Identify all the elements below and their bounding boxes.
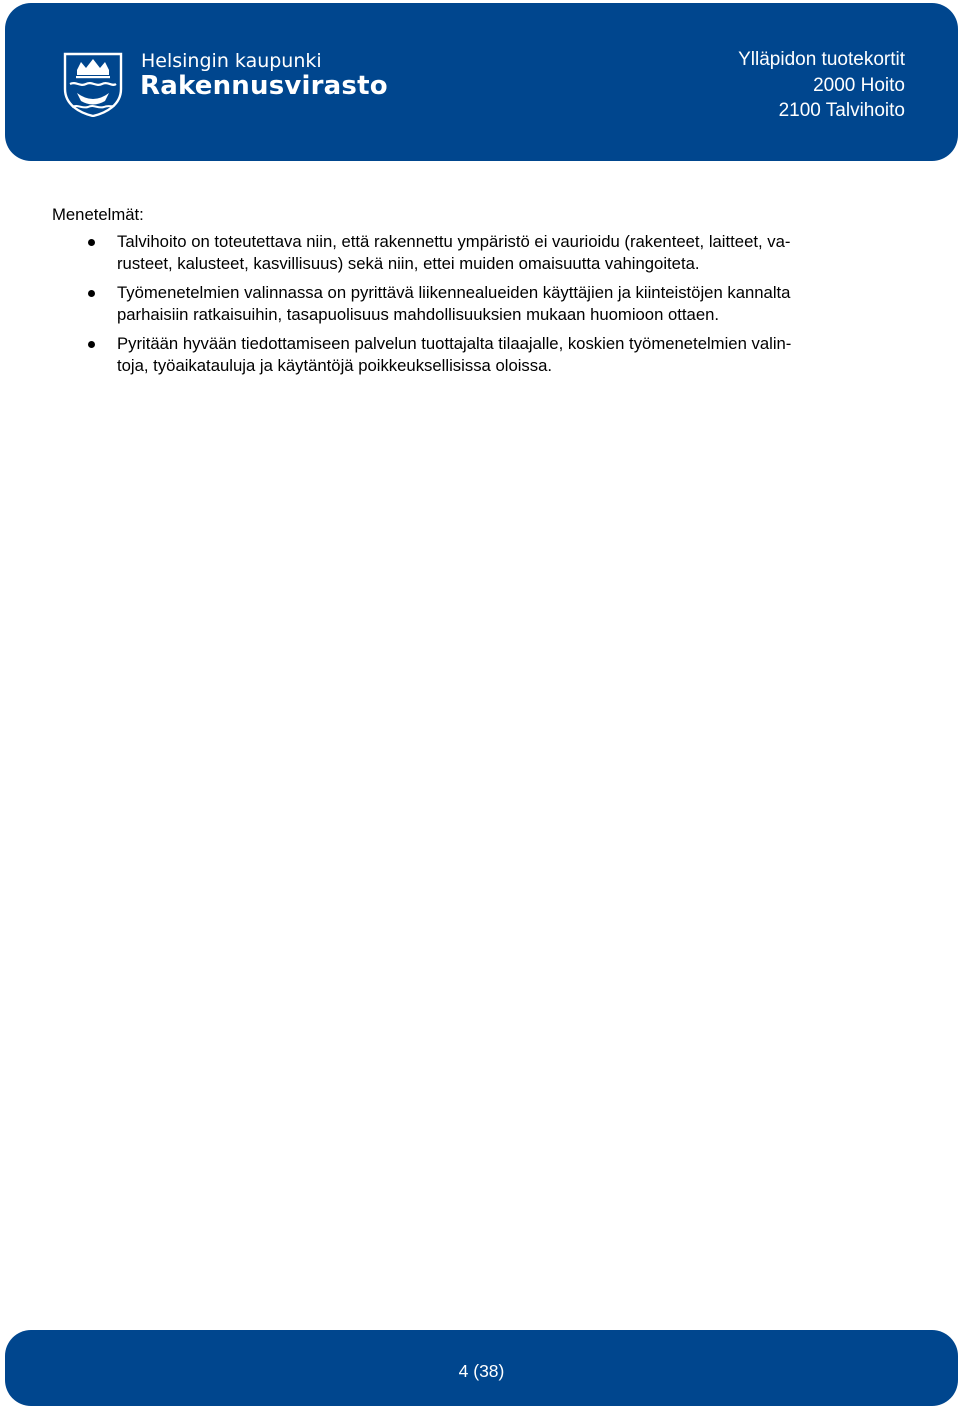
- helsinki-crest-icon: [62, 51, 124, 117]
- doc-category: 2000 Hoito: [813, 74, 905, 96]
- page-footer: [5, 1330, 958, 1406]
- doc-series-title: Ylläpidon tuotekortit: [738, 49, 905, 70]
- list-item-line: toja, työaikatauluja ja käytäntöjä poikkeuksellisissa oloissa.: [117, 356, 553, 376]
- methods-list: [52, 231, 907, 377]
- section-heading: Menetelmät:: [52, 205, 144, 224]
- list-item-line: Pyritään hyvään tiedottamiseen palvelun tuottajalta tilaajalle, koskien työmenetelmien valin-: [117, 333, 792, 353]
- list-item-line: parhaisiin ratkaisuihin, tasapuolisuus mahdollisuuksien mukaan huomioon ottaen.: [117, 305, 720, 325]
- list-item: [52, 333, 907, 378]
- bullet-icon: [88, 341, 95, 348]
- bullet-icon: [88, 290, 95, 297]
- list-item-line: Työmenetelmien valinnassa on pyrittävä liikennealueiden käyttäjien ja kiinteistöjen kannalta: [117, 282, 791, 302]
- doc-subcategory: 2100 Talvihoito: [778, 100, 905, 121]
- document-title-block: [738, 47, 905, 124]
- organization-city: Helsingin kaupunki: [141, 50, 322, 72]
- page-header: [5, 3, 958, 161]
- list-item-line: Talvihoito on toteutettava niin, että rakennettu ympäristö ei vaurioidu (rakenteet, laitteet, va-: [117, 232, 791, 251]
- page-number: 4 (38): [458, 1361, 505, 1381]
- organization-department: Rakennusvirasto: [140, 71, 388, 101]
- list-item: [52, 282, 907, 327]
- list-item-line: rusteet, kalusteet, kasvillisuus) sekä niin, ettei muiden omaisuutta vahingoiteta.: [117, 254, 700, 274]
- bullet-icon: [88, 239, 95, 246]
- page-content: [52, 204, 907, 383]
- list-item: [52, 231, 907, 276]
